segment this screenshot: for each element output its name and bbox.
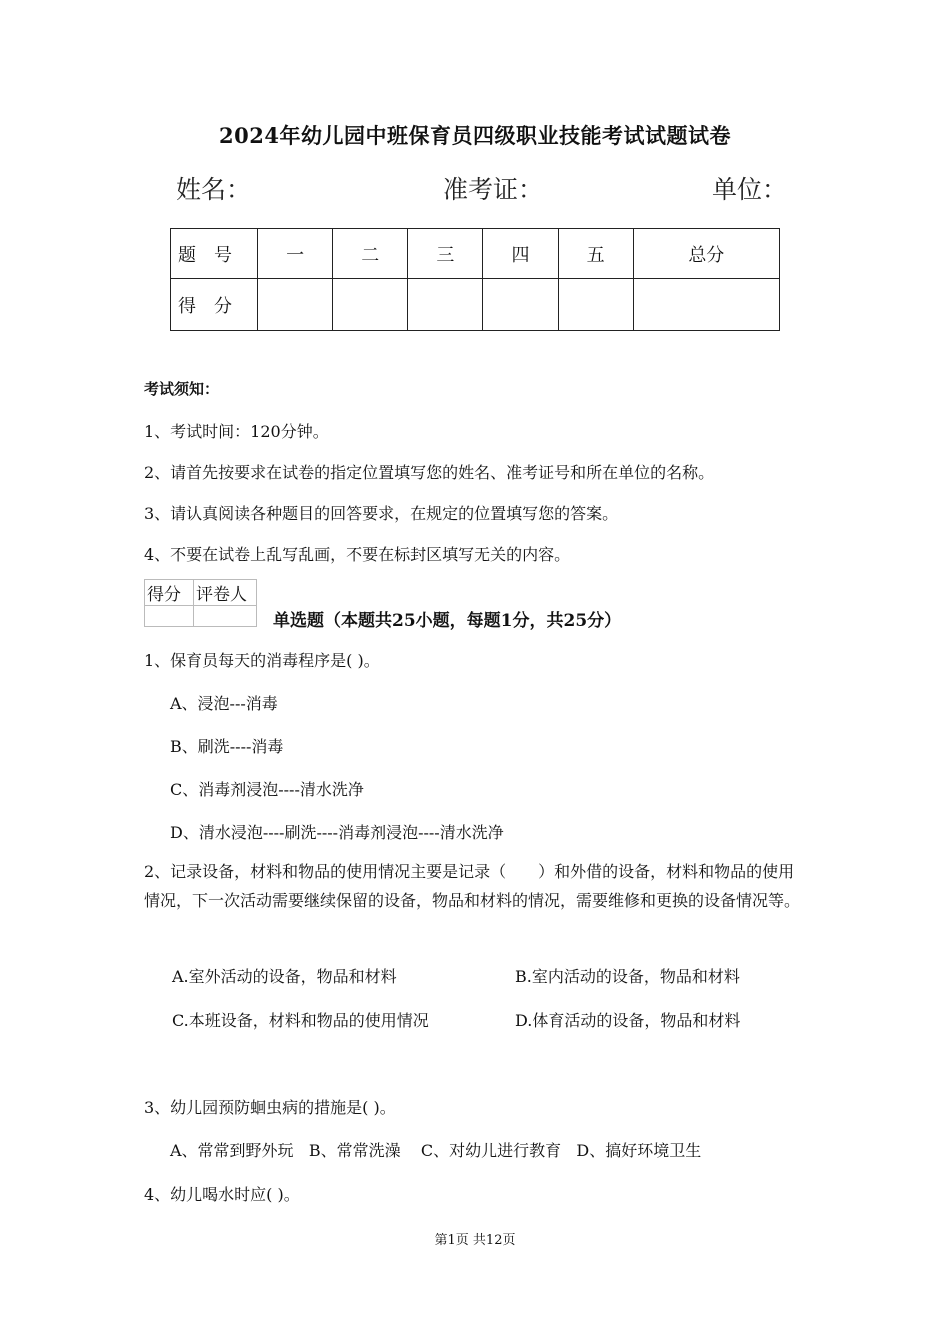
page-title: 2024年幼儿园中班保育员四级职业技能考试试题试卷: [219, 123, 731, 148]
unit-label: 单位：: [712, 175, 788, 204]
score-table: [170, 228, 780, 331]
question-2-option-b: B.室内活动的设备，物品和材料: [515, 967, 740, 986]
score-table-col-3: 三: [408, 229, 483, 279]
score-table-col-5: 五: [558, 229, 633, 279]
notice-heading: 考试须知：: [144, 380, 220, 398]
question-2-option-a: A.室外活动的设备，物品和材料: [172, 967, 397, 986]
grader-box-score-label: 得分: [145, 580, 194, 606]
question-1-option-c: C、消毒剂浸泡----清水洗净: [170, 780, 364, 799]
score-cell-1[interactable]: [258, 279, 333, 331]
page-footer: 第1页 共12页: [434, 1233, 516, 1248]
notice-item-3: 3、请认真阅读各种题目的回答要求，在规定的位置填写您的答案。: [144, 504, 619, 523]
score-table-header-label: 题号: [171, 229, 258, 279]
section-heading: 单选题（本题共25小题，每题1分，共25分）: [273, 611, 622, 631]
notice-item-1: 1、考试时间：120分钟。: [144, 422, 329, 441]
score-cell-3[interactable]: [408, 279, 483, 331]
grader-box-grader-cell[interactable]: [194, 606, 257, 627]
question-2-option-c: C.本班设备，材料和物品的使用情况: [172, 1011, 429, 1030]
question-1-option-a: A、浸泡---消毒: [170, 694, 278, 713]
score-cell-5[interactable]: [558, 279, 633, 331]
question-3-options: A、常常到野外玩 B、常常洗澡 C、对幼儿进行教育 D、搞好环境卫生: [170, 1141, 702, 1160]
score-cell-4[interactable]: [483, 279, 558, 331]
grader-box-grader-label: 评卷人: [194, 580, 257, 606]
question-2-option-d: D.体育活动的设备，物品和材料: [515, 1011, 741, 1030]
grader-box: [144, 579, 257, 627]
question-1-option-d: D、清水浸泡----刷洗----消毒剂浸泡----清水洗净: [170, 823, 504, 842]
question-4-stem: 4、幼儿喝水时应( )。: [144, 1185, 300, 1204]
score-cell-total[interactable]: [633, 279, 779, 331]
notice-item-4: 4、不要在试卷上乱写乱画，不要在标封区填写无关的内容。: [144, 545, 571, 564]
score-table-col-1: 一: [258, 229, 333, 279]
notice-item-2: 2、请首先按要求在试卷的指定位置填写您的姓名、准考证号和所在单位的名称。: [144, 463, 715, 482]
score-row-label: 得分: [171, 279, 258, 331]
question-1-stem: 1、保育员每天的消毒程序是( )。: [144, 651, 380, 670]
score-cell-2[interactable]: [333, 279, 408, 331]
exam-number-label: 准考证：: [443, 175, 544, 204]
score-table-header-row: [171, 229, 780, 279]
question-2-stem: 2、记录设备，材料和物品的使用情况主要是记录（ ）和外借的设备，材料和物品的使用情况，下一次活动需要继续保留的设备，物品和材料的情况，需要维修和更换的设备情况等。: [144, 862, 801, 910]
grader-box-score-cell[interactable]: [145, 606, 194, 627]
score-table-col-2: 二: [333, 229, 408, 279]
question-3-stem: 3、幼儿园预防蛔虫病的措施是( )。: [144, 1098, 396, 1117]
score-table-col-4: 四: [483, 229, 558, 279]
question-1-option-b: B、刷洗----消毒: [170, 737, 284, 756]
score-table-col-total: 总分: [633, 229, 779, 279]
name-label: 姓名：: [176, 175, 252, 204]
score-table-score-row: [171, 279, 780, 331]
